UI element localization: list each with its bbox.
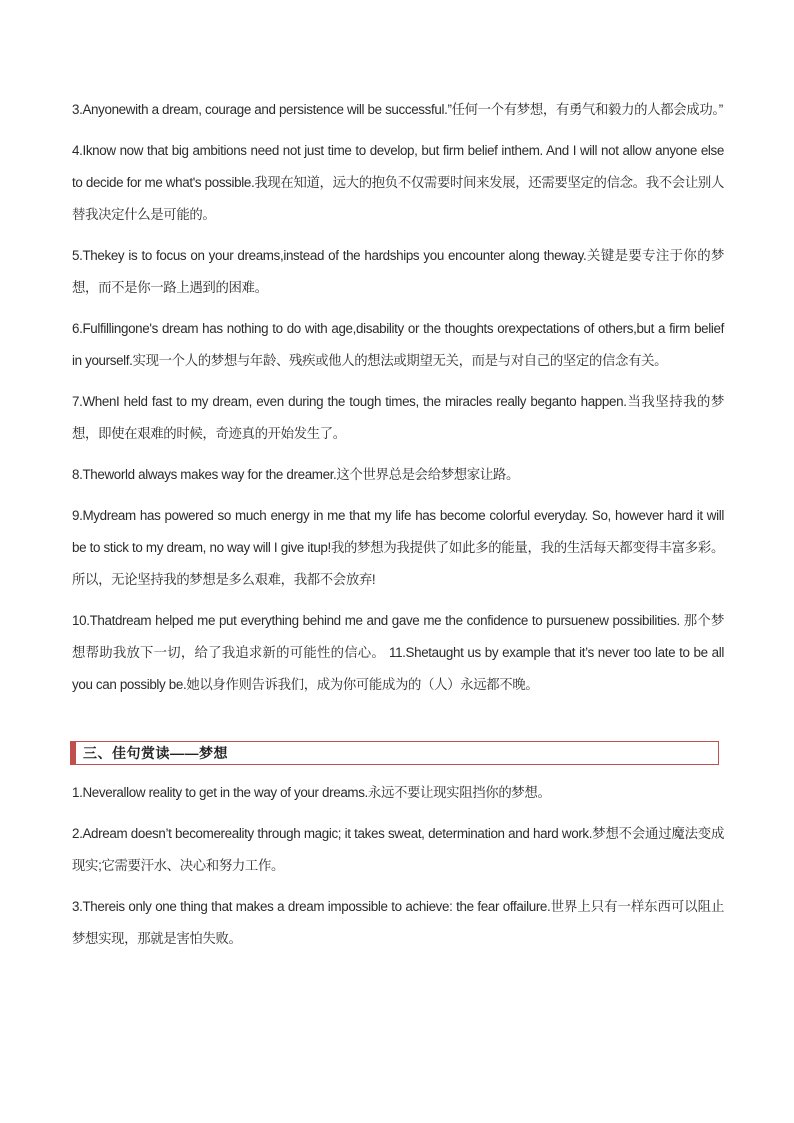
sentence-8: 8.Theworld always makes way for the dreamer.这个世界总是会给梦想家让路。 — [72, 467, 519, 482]
document-content — [72, 94, 724, 964]
section-title: 三、佳句赏读——梦想 — [83, 745, 228, 761]
quote-1-start: 1.Neverallow reality — [72, 785, 186, 800]
quote-1 — [72, 777, 724, 809]
quote-1-end: to get in the way of your dreams.永远不要让现实阻挡你的梦想。 — [185, 785, 551, 800]
quote-3: 3.Thereis only one thing that makes a dream impossible to achieve: the fear offailure.世界上只有一样东西可以阻止梦想实现，那就是害怕失败。 — [72, 899, 724, 946]
sentence-3: 3.Anyonewith a dream, courage and persistence will be successful.”任何一个有梦想，有勇气和毅力的人都会成功。” — [72, 102, 723, 117]
sentence-4: 4.Iknow now that big ambitions need not just time to develop, but firm belief inthem. And I will not allow anyone else to decide for me what's possible.我现在知道，远大的抱负不仅需要时间来发展，还需要坚定的信念。我不会让别人替我决定什么是可能的。 — [72, 143, 724, 222]
sentence-7: 7.WhenI held fast to my dream, even during the tough times, the miracles really beganto happen.当我坚持我的梦想，即使在艰难的时候，奇迹真的开始发生了。 — [72, 394, 724, 441]
sentence-5: 5.Thekey is to focus on your dreams,instead of the hardships you encounter along theway.关键是要专注于你的梦想，而不是你一路上遇到的困难。 — [72, 248, 724, 295]
sentence-6: 6.Fulfillingone's dream has nothing to do with age,disability or the thoughts orexpectations of others,but a firm belief in yourself.实现一个人的梦想与年龄、残疾或他人的想法或期望无关，而是与对自己的坚定的信念有关。 — [72, 321, 724, 368]
quote-2: 2.Adream doesn’t becomereality through magic; it takes sweat, determination and hard work.梦想不会通过魔法变成现实;它需要汗水、决心和努力工作。 — [72, 826, 724, 873]
sentence-9: 9.Mydream has powered so much energy in me that my life has become colorful everyday. So, however hard it will be to stick to my dream, no way will I give itup!我的梦想为我提供了如此多的能量，我的生活每天都变得丰富多彩。所以，无论坚持我的梦想是多么艰难，我都不会放弃! — [72, 508, 724, 587]
sentence-10-11: 10.Thatdream helped me put everything behind me and gave me the confidence to pursuenew possibilities. 那个梦想帮助我放下一切，给了我追求新的可能性的信心。 11.Shetaught us by example that it’s never too late to be all you can possibly be.她以身作则告诉我们，成为你可能成为的（人）永远都不晚。 — [72, 613, 724, 692]
section-heading — [70, 741, 719, 765]
